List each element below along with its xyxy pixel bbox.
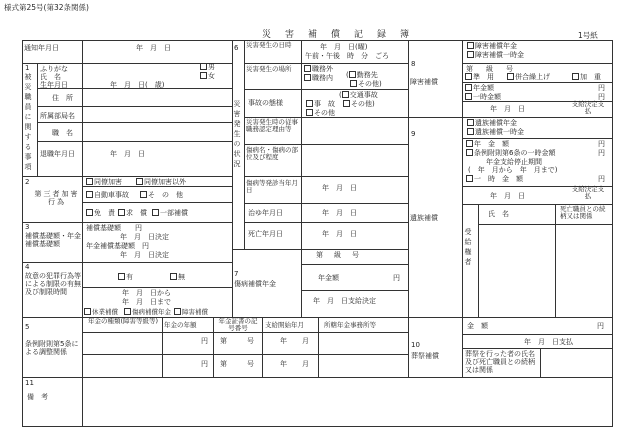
pension-base-date[interactable]: 年 月 日決定: [120, 251, 169, 259]
pension-grade[interactable]: 第 級 号: [316, 251, 361, 259]
limit-from[interactable]: 年 月 日から: [122, 289, 171, 297]
disability-pension[interactable]: 障害補償年金: [467, 42, 517, 50]
opt-apply[interactable]: 準 用: [465, 73, 494, 81]
retire-label: 退職年月日: [40, 150, 75, 158]
disability-lump-amount[interactable]: 一時金額: [465, 93, 501, 101]
funeral-pay-date[interactable]: 年 月 日支払: [524, 338, 573, 346]
place-other[interactable]: その他): [350, 80, 382, 88]
certificate-number-header: 年金証書の記号番号: [218, 317, 258, 333]
start-month-header: 支給開始年月: [265, 321, 304, 329]
section-10-title: 葬祭補償: [411, 352, 439, 360]
section-4-title: 故意の犯罪行為等による制限の有無及び制限時間: [25, 272, 81, 297]
section-3-title: 補償基礎額・年金補償基礎額: [25, 232, 81, 249]
limit-to[interactable]: 年 月 日まで: [122, 298, 171, 306]
cert-go-1: 号: [247, 337, 254, 345]
section-8-number: 8: [411, 60, 416, 68]
opt-non-coworker[interactable]: 同僚加害以外: [136, 178, 186, 186]
death-date-label: 死亡年月日: [248, 230, 283, 238]
opt-exemption[interactable]: 免 責: [86, 209, 115, 217]
recipient-relation-header: 死亡職員との続柄又は関係: [560, 205, 606, 221]
survivor-pension[interactable]: 遺族補償年金: [467, 119, 517, 127]
birth-value[interactable]: 年 月 日( 歳): [110, 81, 165, 89]
death-date-value[interactable]: 年 月 日: [322, 230, 357, 238]
funeral-person-label: 葬祭を行った者の氏名及び死亡職員との続柄又は関係: [465, 350, 535, 375]
pension-amount-header: 年金の年額: [164, 321, 197, 329]
start-year-1: 年: [280, 337, 287, 345]
occur-date-label: 災害発生の日時: [246, 41, 292, 49]
occur-place-label: 災害発生の場所: [246, 65, 292, 73]
section-5-number: 5: [25, 323, 30, 331]
limit-yes[interactable]: 有: [118, 273, 133, 281]
retire-value[interactable]: 年 月 日: [110, 150, 145, 158]
survivor-lump-amount[interactable]: 一 時 金 額: [466, 175, 523, 183]
injury-label: 傷病名・傷病の部位及び程度: [246, 146, 298, 162]
opt-recourse[interactable]: 求 償: [118, 209, 147, 217]
recipient-label: 受給権者: [464, 228, 473, 268]
survivor-lump[interactable]: 遺族補償一時金: [467, 128, 524, 136]
notify-date-value[interactable]: 年 月 日: [136, 44, 171, 52]
base-amount-date[interactable]: 年 月 日決定: [120, 233, 169, 241]
pension-office-header: 所轄年金事務所等: [324, 321, 376, 329]
survivor-lump-yen: 円: [598, 175, 605, 183]
section-5-title: 条例附則第5条による調整関係: [25, 340, 79, 357]
diagnosis-date-value[interactable]: 年 月 日: [322, 184, 357, 192]
duty-reason-label: 災害発生時の従事職務認定理由等: [246, 118, 298, 134]
diagnosis-date-label: 傷病等発診当年月日: [246, 179, 298, 195]
pension-type-header: 年金の種類(障害等級等): [87, 317, 159, 325]
notify-date-label: 通知年月日: [24, 44, 59, 52]
disability-decision: 支給決定支 払: [571, 100, 611, 116]
disability-lump[interactable]: 障害補償一時金: [467, 51, 524, 59]
occur-date-value[interactable]: 年 月 日(曜): [320, 43, 368, 51]
suspension-period[interactable]: ( 年 月から 年 月まで): [468, 166, 558, 174]
dept-label: 所属部局名: [40, 112, 75, 120]
opt-partial[interactable]: 一部補償: [152, 209, 188, 217]
opt-aggravate[interactable]: 加 重: [572, 73, 601, 81]
survivor-pension-amount[interactable]: 年 金 額: [466, 140, 509, 148]
start-year-2: 年: [280, 360, 287, 368]
pension-base-amount[interactable]: 年金補償基礎額 円: [86, 242, 149, 250]
survivor-decision: 支給決定支 払: [571, 185, 611, 201]
birth-label: 生年月日: [40, 81, 68, 89]
opt-car-accident[interactable]: 自動車事故: [86, 191, 129, 199]
funeral-amount-yen: 円: [597, 322, 604, 330]
form-type: 1号紙: [578, 31, 598, 40]
pension-yen-1: 円: [201, 337, 208, 345]
limit-opt-leave[interactable]: 休業補償: [84, 308, 118, 316]
section-2-number: 2: [25, 178, 30, 186]
pension-amount-label: 年金額: [318, 274, 339, 282]
cause-traffic[interactable]: ( 交通事故: [339, 91, 378, 99]
place-workplace[interactable]: ( 勤務先: [346, 71, 378, 79]
gender-male[interactable]: 男: [200, 63, 215, 71]
section-11-number: 11: [25, 379, 34, 387]
page-title: 災害補償記録簿: [262, 30, 424, 40]
section-9-title: 遺族補償: [410, 214, 438, 222]
name-label: 氏 名: [40, 73, 61, 81]
address-label: 住 所: [52, 94, 73, 102]
section-11-title: 備 考: [27, 393, 48, 401]
cert-dai-1: 第: [220, 337, 227, 345]
funeral-amount-label: 金 額: [467, 322, 488, 330]
form-number: 様式第25号(第32条関係): [4, 3, 89, 12]
limit-no[interactable]: 無: [170, 273, 185, 281]
cert-dai-2: 第: [220, 360, 227, 368]
section-7-number: 7: [234, 270, 239, 278]
cert-go-2: 号: [247, 360, 254, 368]
limit-opt-pension[interactable]: 傷病補償年金: [124, 308, 171, 316]
pension-decision-date[interactable]: 年 月 日支給決定: [313, 297, 376, 305]
opt-other[interactable]: そ の 他: [140, 191, 183, 199]
base-amount[interactable]: 補償基礎額 円: [86, 224, 142, 232]
opt-coworker[interactable]: 同僚加害: [86, 178, 122, 186]
section-1-title: 被災職員に関する事項: [24, 73, 33, 173]
accident-type-label: 事故の態様: [248, 99, 283, 107]
cure-date-value[interactable]: 年 月 日: [322, 209, 357, 217]
survivor-supplement[interactable]: 条例附則第6条の一時金額: [466, 149, 555, 157]
recipient-name-header: 氏 名: [488, 210, 509, 218]
place-on-duty[interactable]: 職務内: [304, 74, 333, 82]
section-3-number: 3: [25, 223, 30, 231]
section-6-number: 6: [234, 44, 239, 52]
survivor-date[interactable]: 年 月 日: [490, 192, 525, 200]
suspension-label: 年金支給停止期間: [486, 158, 542, 166]
section-1-number: 1: [25, 64, 30, 72]
start-month-1: 月: [302, 337, 309, 345]
section-7-title: 傷病補償年金: [234, 280, 276, 288]
section-10-number: 10: [411, 341, 420, 349]
cause-other[interactable]: その他: [306, 109, 335, 117]
gender-female[interactable]: 女: [200, 72, 215, 80]
section-9-number: 9: [411, 130, 416, 138]
furigana-label: ふりがな: [40, 65, 68, 73]
pension-yen-2: 円: [201, 360, 208, 368]
cause-accident[interactable]: 事 故: [306, 100, 335, 108]
pension-amount-yen: 円: [393, 274, 400, 282]
cause-other-2[interactable]: その他): [343, 100, 375, 108]
section-4-number: 4: [25, 263, 30, 271]
disability-date[interactable]: 年 月 日: [490, 105, 525, 113]
start-month-2: 月: [302, 360, 309, 368]
occur-time-value[interactable]: 午前・午後 時 分 ごろ: [305, 52, 389, 60]
section-2-title: 第三者加害行為: [34, 190, 80, 207]
opt-combine[interactable]: 併合繰上げ: [507, 73, 550, 81]
cure-date-label: 治ゆ年月日: [248, 209, 283, 217]
disability-pension-yen: 円: [598, 84, 605, 92]
place-off-duty[interactable]: 職務外: [304, 65, 333, 73]
job-label: 職 名: [52, 129, 73, 137]
section-6-title: 災害発生の状況: [233, 100, 242, 170]
disability-pension-amount[interactable]: 年金額: [465, 84, 494, 92]
section-8-title: 障害補償: [410, 78, 438, 86]
disability-lump-yen: 円: [598, 93, 605, 101]
disability-grade[interactable]: 第 級 号: [466, 65, 516, 73]
survivor-supplement-yen: 円: [598, 149, 605, 157]
limit-opt-disability[interactable]: 障害補償: [174, 308, 208, 316]
survivor-pension-yen: 円: [598, 140, 605, 148]
